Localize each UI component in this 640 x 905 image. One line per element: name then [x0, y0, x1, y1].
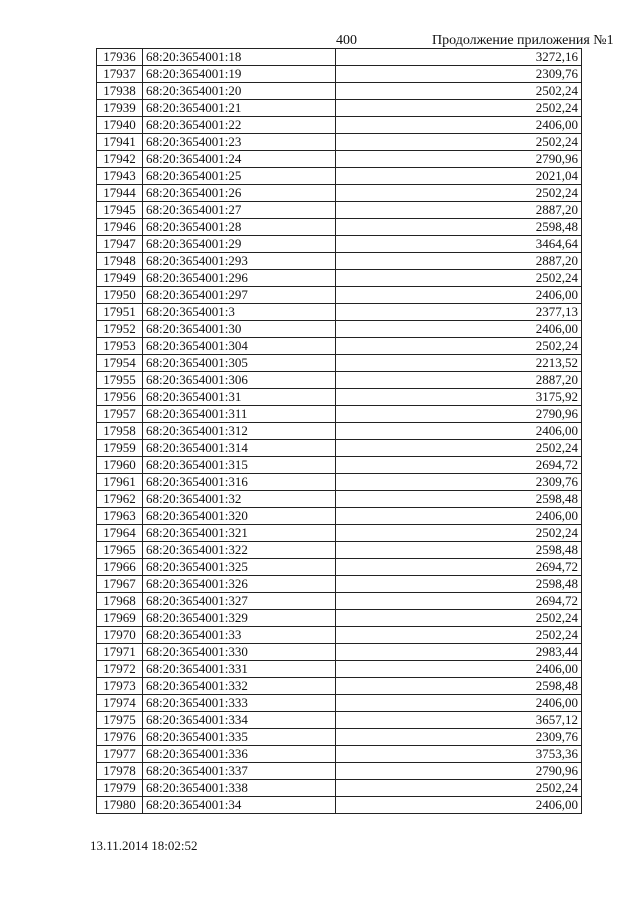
cadastral-number: 68:20:3654001:334	[143, 712, 336, 729]
table-row	[97, 678, 582, 695]
row-number: 17949	[97, 270, 143, 287]
table-row	[97, 185, 582, 202]
cadastral-number: 68:20:3654001:32	[143, 491, 336, 508]
cadastral-number: 68:20:3654001:29	[143, 236, 336, 253]
cadastral-number: 68:20:3654001:327	[143, 593, 336, 610]
table-row	[97, 780, 582, 797]
table-row	[97, 644, 582, 661]
row-number: 17973	[97, 678, 143, 695]
row-number: 17947	[97, 236, 143, 253]
cadastral-number: 68:20:3654001:306	[143, 372, 336, 389]
row-number: 17959	[97, 440, 143, 457]
cadastral-number: 68:20:3654001:296	[143, 270, 336, 287]
cadastral-value: 3657,12	[336, 712, 582, 729]
row-number: 17956	[97, 389, 143, 406]
cadastral-value: 3272,16	[336, 49, 582, 66]
row-number: 17960	[97, 457, 143, 474]
table-row	[97, 440, 582, 457]
cadastral-number: 68:20:3654001:18	[143, 49, 336, 66]
table-row	[97, 151, 582, 168]
table-row	[97, 763, 582, 780]
table-row	[97, 712, 582, 729]
cadastral-number: 68:20:3654001:337	[143, 763, 336, 780]
cadastral-number: 68:20:3654001:316	[143, 474, 336, 491]
table-row	[97, 100, 582, 117]
table-row	[97, 134, 582, 151]
table-row	[97, 168, 582, 185]
row-number: 17978	[97, 763, 143, 780]
cadastral-value: 2887,20	[336, 372, 582, 389]
cadastral-number: 68:20:3654001:3	[143, 304, 336, 321]
cadastral-value: 2694,72	[336, 559, 582, 576]
row-number: 17936	[97, 49, 143, 66]
table-row	[97, 338, 582, 355]
row-number: 17939	[97, 100, 143, 117]
print-timestamp: 13.11.2014 18:02:52	[90, 838, 198, 853]
row-number: 17961	[97, 474, 143, 491]
cadastral-number: 68:20:3654001:314	[143, 440, 336, 457]
cadastral-number: 68:20:3654001:21	[143, 100, 336, 117]
cadastral-value: 2502,24	[336, 270, 582, 287]
table-row	[97, 270, 582, 287]
cadastral-value: 2213,52	[336, 355, 582, 372]
cadastral-value: 2790,96	[336, 406, 582, 423]
cadastral-value: 3464,64	[336, 236, 582, 253]
cadastral-number: 68:20:3654001:30	[143, 321, 336, 338]
cadastral-number: 68:20:3654001:297	[143, 287, 336, 304]
cadastral-value: 2406,00	[336, 695, 582, 712]
cadastral-number: 68:20:3654001:335	[143, 729, 336, 746]
cadastral-number: 68:20:3654001:315	[143, 457, 336, 474]
row-number: 17944	[97, 185, 143, 202]
row-number: 17964	[97, 525, 143, 542]
row-number: 17974	[97, 695, 143, 712]
row-number: 17968	[97, 593, 143, 610]
cadastral-number: 68:20:3654001:31	[143, 389, 336, 406]
cadastral-value: 2406,00	[336, 423, 582, 440]
row-number: 17943	[97, 168, 143, 185]
table-row	[97, 355, 582, 372]
table-row	[97, 83, 582, 100]
page-number: 400	[336, 33, 357, 48]
table-row	[97, 542, 582, 559]
appendix-title: Продолжение приложения №1	[432, 33, 614, 48]
cadastral-value: 2502,24	[336, 780, 582, 797]
table-row	[97, 593, 582, 610]
cadastral-value: 2406,00	[336, 508, 582, 525]
table-row	[97, 695, 582, 712]
row-number: 17946	[97, 219, 143, 236]
table-row	[97, 610, 582, 627]
row-number: 17948	[97, 253, 143, 270]
cadastral-number: 68:20:3654001:20	[143, 83, 336, 100]
row-number: 17953	[97, 338, 143, 355]
table-row	[97, 236, 582, 253]
cadastral-value: 2790,96	[336, 151, 582, 168]
table-row	[97, 117, 582, 134]
cadastral-value: 2694,72	[336, 593, 582, 610]
register-table	[96, 48, 582, 814]
table-row	[97, 287, 582, 304]
row-number: 17970	[97, 627, 143, 644]
cadastral-value: 2309,76	[336, 729, 582, 746]
cadastral-value: 2309,76	[336, 66, 582, 83]
table-row	[97, 423, 582, 440]
cadastral-number: 68:20:3654001:332	[143, 678, 336, 695]
table-row	[97, 576, 582, 593]
cadastral-number: 68:20:3654001:24	[143, 151, 336, 168]
cadastral-number: 68:20:3654001:27	[143, 202, 336, 219]
cadastral-number: 68:20:3654001:321	[143, 525, 336, 542]
cadastral-number: 68:20:3654001:34	[143, 797, 336, 814]
cadastral-value: 2406,00	[336, 117, 582, 134]
row-number: 17966	[97, 559, 143, 576]
cadastral-value: 2377,13	[336, 304, 582, 321]
cadastral-number: 68:20:3654001:26	[143, 185, 336, 202]
cadastral-number: 68:20:3654001:331	[143, 661, 336, 678]
cadastral-value: 2598,48	[336, 491, 582, 508]
cadastral-value: 3175,92	[336, 389, 582, 406]
cadastral-value: 2502,24	[336, 525, 582, 542]
table-row	[97, 321, 582, 338]
cadastral-number: 68:20:3654001:329	[143, 610, 336, 627]
row-number: 17967	[97, 576, 143, 593]
row-number: 17957	[97, 406, 143, 423]
cadastral-number: 68:20:3654001:338	[143, 780, 336, 797]
row-number: 17971	[97, 644, 143, 661]
table-row	[97, 474, 582, 491]
row-number: 17945	[97, 202, 143, 219]
row-number: 17969	[97, 610, 143, 627]
table-row	[97, 508, 582, 525]
cadastral-number: 68:20:3654001:28	[143, 219, 336, 236]
table-row	[97, 729, 582, 746]
row-number: 17951	[97, 304, 143, 321]
table-row	[97, 253, 582, 270]
table-row	[97, 559, 582, 576]
cadastral-number: 68:20:3654001:330	[143, 644, 336, 661]
cadastral-value: 2406,00	[336, 321, 582, 338]
row-number: 17972	[97, 661, 143, 678]
cadastral-value: 2406,00	[336, 797, 582, 814]
cadastral-number: 68:20:3654001:293	[143, 253, 336, 270]
cadastral-number: 68:20:3654001:333	[143, 695, 336, 712]
row-number: 17976	[97, 729, 143, 746]
row-number: 17941	[97, 134, 143, 151]
table-row	[97, 406, 582, 423]
cadastral-value: 2887,20	[336, 253, 582, 270]
row-number: 17980	[97, 797, 143, 814]
row-number: 17979	[97, 780, 143, 797]
cadastral-value: 2598,48	[336, 678, 582, 695]
table-row	[97, 49, 582, 66]
table-row	[97, 202, 582, 219]
row-number: 17937	[97, 66, 143, 83]
row-number: 17954	[97, 355, 143, 372]
table-row	[97, 491, 582, 508]
cadastral-value: 2694,72	[336, 457, 582, 474]
cadastral-value: 2309,76	[336, 474, 582, 491]
cadastral-value: 2406,00	[336, 287, 582, 304]
row-number: 17938	[97, 83, 143, 100]
cadastral-value: 2502,24	[336, 627, 582, 644]
table-row	[97, 746, 582, 763]
cadastral-value: 2502,24	[336, 185, 582, 202]
row-number: 17962	[97, 491, 143, 508]
cadastral-number: 68:20:3654001:25	[143, 168, 336, 185]
row-number: 17955	[97, 372, 143, 389]
table-row	[97, 219, 582, 236]
cadastral-value: 2502,24	[336, 338, 582, 355]
cadastral-value: 2790,96	[336, 763, 582, 780]
cadastral-value: 2502,24	[336, 610, 582, 627]
cadastral-value: 3753,36	[336, 746, 582, 763]
cadastral-number: 68:20:3654001:305	[143, 355, 336, 372]
cadastral-value: 2598,48	[336, 219, 582, 236]
table-row	[97, 389, 582, 406]
table-row	[97, 66, 582, 83]
cadastral-value: 2983,44	[336, 644, 582, 661]
cadastral-number: 68:20:3654001:336	[143, 746, 336, 763]
cadastral-number: 68:20:3654001:304	[143, 338, 336, 355]
cadastral-value: 2502,24	[336, 100, 582, 117]
cadastral-number: 68:20:3654001:320	[143, 508, 336, 525]
cadastral-number: 68:20:3654001:19	[143, 66, 336, 83]
row-number: 17963	[97, 508, 143, 525]
cadastral-value: 2502,24	[336, 440, 582, 457]
row-number: 17977	[97, 746, 143, 763]
cadastral-number: 68:20:3654001:322	[143, 542, 336, 559]
table-row	[97, 304, 582, 321]
row-number: 17952	[97, 321, 143, 338]
cadastral-number: 68:20:3654001:22	[143, 117, 336, 134]
cadastral-value: 2021,04	[336, 168, 582, 185]
row-number: 17975	[97, 712, 143, 729]
cadastral-number: 68:20:3654001:312	[143, 423, 336, 440]
row-number: 17965	[97, 542, 143, 559]
cadastral-value: 2598,48	[336, 576, 582, 593]
cadastral-number: 68:20:3654001:23	[143, 134, 336, 151]
cadastral-value: 2502,24	[336, 134, 582, 151]
cadastral-number: 68:20:3654001:325	[143, 559, 336, 576]
cadastral-value: 2502,24	[336, 83, 582, 100]
cadastral-value: 2598,48	[336, 542, 582, 559]
table-row	[97, 525, 582, 542]
table-row	[97, 797, 582, 814]
row-number: 17950	[97, 287, 143, 304]
table-row	[97, 627, 582, 644]
row-number: 17942	[97, 151, 143, 168]
table-row	[97, 372, 582, 389]
row-number: 17958	[97, 423, 143, 440]
register-table-body	[97, 49, 582, 814]
cadastral-value: 2887,20	[336, 202, 582, 219]
cadastral-value: 2406,00	[336, 661, 582, 678]
table-row	[97, 457, 582, 474]
cadastral-number: 68:20:3654001:311	[143, 406, 336, 423]
cadastral-number: 68:20:3654001:326	[143, 576, 336, 593]
cadastral-number: 68:20:3654001:33	[143, 627, 336, 644]
row-number: 17940	[97, 117, 143, 134]
table-row	[97, 661, 582, 678]
